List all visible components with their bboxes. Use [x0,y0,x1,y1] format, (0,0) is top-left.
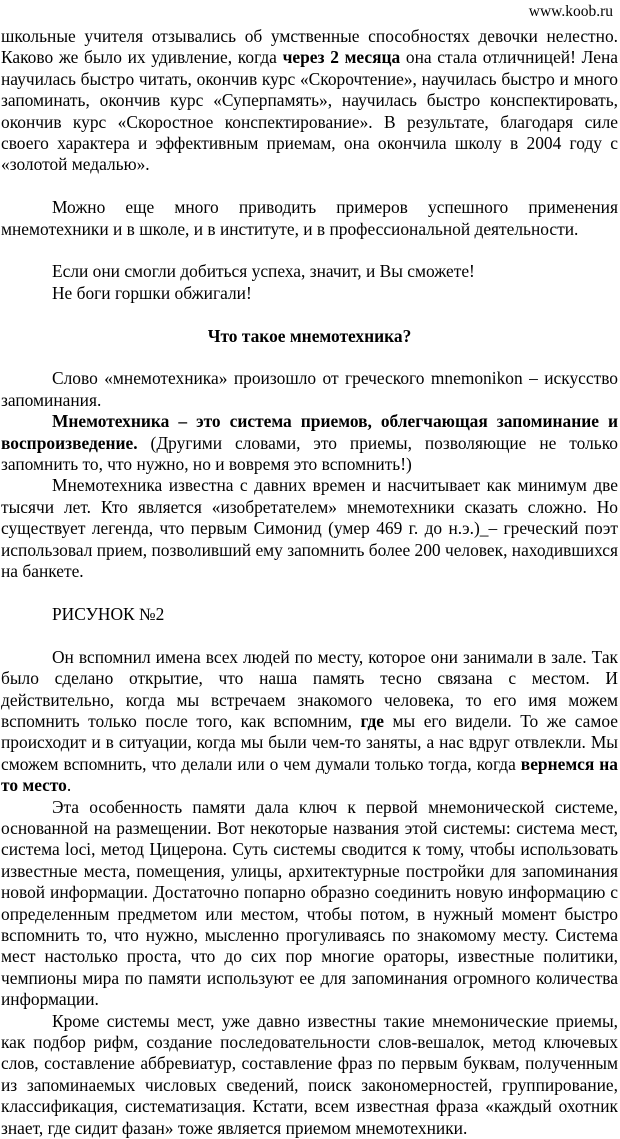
paragraph-text: мы его видели. То же самое происходит и в ситуации, когда мы были чем-то заняты, а нас вдруг отвлекли. Мы сможем вспомнить, что делали или о чем думали только тогда, когда [1,710,618,774]
paragraph-motivation-line2: Не боги горшки обжигали! [52,282,252,303]
figure-label: РИСУНОК №2 [52,603,165,624]
paragraph-simonides [1,647,618,797]
paragraph-word-origin: Слово «мнемотехника» произошло от греческого mnemonikon – искусство запоминания. [1,368,618,410]
paragraph-text: школьные учителя отзывались об умственные способностях девочки нелестно. Каково же было их удивление, когда [1,26,618,68]
bold-word: где [360,710,385,731]
paragraph-other-techniques: Кроме системы мест, уже давно известны такие мнемонические приемы, как подбор рифм, создание последовательности слов-вешалок, метод ключевых слов, составление аббревиатур, составление фраз по первым буквам, полученным из запоминаемых числовых сведений, поиск закономерностей, группирование, классификация, систематизация. Кстати, всем известная фраза «каждый охотник знает, где сидит фазан» тоже является приемом мнемотехники. [1,1010,618,1138]
paragraph-lena-story [1,26,618,176]
paragraph-text: Он вспомнил имена всех людей по месту, которое они занимали в зале. Так было сделано открытие, что наша память тесно связана с местом. И действительно, когда мы встречаем знакомого человека, то его имя можем вспомнить только после того, как вспомним, [1,646,618,731]
paragraph-examples: Можно еще много приводить примеров успешного применения мнемотехники и в школе, и в институте, и в профессиональной деятельности. [1,197,618,239]
paragraph-loci-system: Эта особенность памяти дала ключ к первой мнемонической системе, основанной на размещении. Вот некоторые названия этой системы: система мест, система loci, метод Цицерона. Суть системы сводится к тому, чтобы использовать известные места, помещения, улицы, архитектурные постройки для запоминания новой информации. Достаточно попарно образно соединить новую информацию с определенным предметом или местом, чтобы потом, в нужный момент быстро вспомнить то, что нужно, мысленно прогуливаясь по знакомому месту. Система мест настолько проста, что до сих пор многие ораторы, известные политики, чемпионы мира по памяти используют ее для запоминания огромного количества информации. [1,796,618,1010]
paragraph-text: она стала отличницей! Лена научилась быстро читать, окончив курс «Скорочтение», научилась быстро и много запоминать, окончив курс «Суперпамять», научилась быстро конспектировать, окончив курс «Скоростное конспектирование». В результате, благодаря силе своего характера и эффективным приемам, она окончила школу в 2004 году с «золотой медалью». [1,47,618,175]
site-url: www.koob.ru [528,3,613,20]
paragraph-definition [1,411,618,475]
bold-phrase: вернемся на то место [1,753,618,796]
document-body [1,26,618,1139]
definition-bold: Мнемотехника – это система приемов, облегчающая запоминание и воспроизведение. [1,411,618,453]
section-heading: Что такое мнемотехника? [207,325,412,346]
bold-phrase: через 2 месяца [282,47,401,68]
paragraph-text: (Другими словами, это приемы, позволяющие не только запомнить то, что нужно, но и вовремя это вспомнить!) [1,432,618,475]
paragraph-motivation-line1: Если они смогли добиться успеха, значит, и Вы сможете! [52,261,475,282]
paragraph-history: Мнемотехника известна с давних времен и насчитывает как минимум две тысячи лет. Кто является «изобретателем» мнемотехники сказать сложно. Но существует легенда, что первым Симонид (умер 469 г. до н.э.)_– греческий поэт использовал прием, позволивший ему запомнить более 200 человек, находившихся на банкете. [1,475,619,582]
paragraph-text: . [66,775,72,796]
